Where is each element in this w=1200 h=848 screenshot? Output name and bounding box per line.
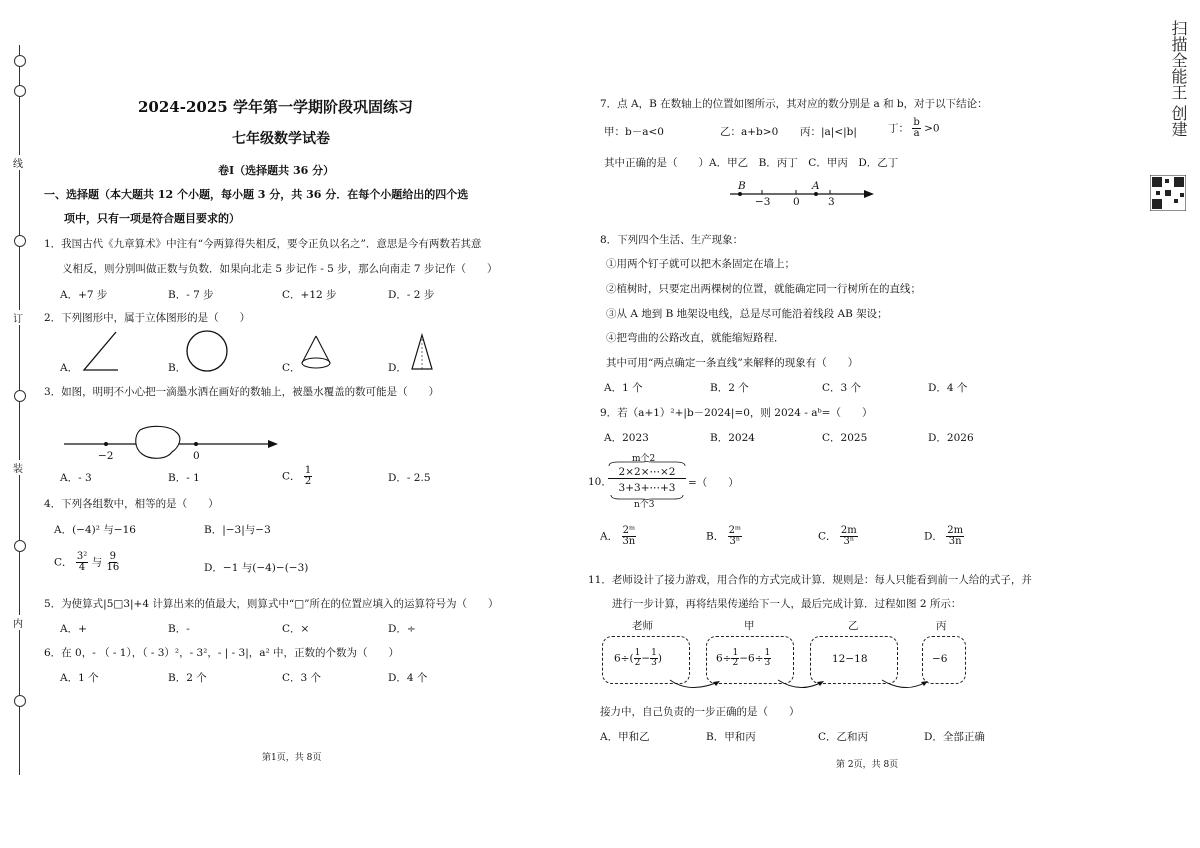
question-5: 5．为使算式|5□3|+4 计算出来的值最大，则算式中“□”所在的位置应填入的运算符号为（ ） bbox=[44, 598, 499, 610]
q6-option-a[interactable]: A．1 个 bbox=[60, 672, 99, 684]
relay-expression-jia bbox=[716, 649, 771, 668]
question-8: 8．下列四个生活、生产现象： bbox=[600, 234, 744, 246]
question-10-number: 10． bbox=[588, 476, 612, 488]
part-instructions: 一、选择题（本大题共 12 个小题，每小题 3 分，共 36 分．在每个小题给出的四个选 bbox=[44, 188, 469, 201]
right-page bbox=[588, 0, 1160, 848]
numerator: 2m bbox=[840, 525, 857, 536]
q8-item: ④把弯曲的公路改直，就能缩短路程． bbox=[606, 332, 785, 344]
q10-bottom-brace-label: n个3 bbox=[634, 500, 655, 510]
point-b-label: B bbox=[738, 180, 746, 192]
q4-option-b[interactable]: B．|−3|与−3 bbox=[204, 524, 271, 536]
fraction bbox=[105, 552, 120, 573]
q2-option-d[interactable]: D． bbox=[388, 362, 407, 374]
q10-numerator: 2×2×⋯×2 bbox=[608, 466, 686, 479]
exam-title: 2024-2025 学年第一学期阶段巩固练习 bbox=[138, 98, 413, 116]
question-11-cont: 进行一步计算，再将结果传递给下一人，最后完成计算．过程如图 2 所示： bbox=[612, 598, 962, 610]
q9-option-b[interactable]: B．2024 bbox=[710, 432, 755, 444]
denominator: 3n bbox=[622, 536, 636, 547]
q3-option-a[interactable]: A．- 3 bbox=[60, 472, 92, 484]
tick-label: 3 bbox=[828, 196, 835, 208]
option-label: D． bbox=[924, 530, 943, 543]
expr-part: ) bbox=[657, 652, 662, 665]
q1-option-d[interactable]: D．- 2 步 bbox=[388, 289, 435, 301]
numerator: 2ᵐ bbox=[728, 525, 742, 536]
q6-option-d[interactable]: D．4 个 bbox=[388, 672, 428, 684]
fraction-third: $\frac{1}{3}$ bbox=[651, 648, 657, 668]
q1-option-a[interactable]: A．+7 步 bbox=[60, 289, 108, 301]
exam-subtitle: 七年级数学试卷 bbox=[232, 131, 330, 147]
q2-option-a[interactable]: A． bbox=[60, 362, 79, 374]
scanner-watermark: 扫描全能王 创建 bbox=[1169, 20, 1188, 138]
q10-equals: =（ ） bbox=[688, 477, 739, 489]
angle-figure-icon bbox=[80, 330, 120, 374]
relay-name-teacher: 老师 bbox=[632, 620, 653, 632]
q6-option-c[interactable]: C．3 个 bbox=[282, 672, 322, 684]
option-label: B． bbox=[706, 530, 725, 543]
fraction-half: $\frac{1}{2}$ bbox=[732, 648, 739, 668]
option-label: C． bbox=[818, 530, 837, 543]
q4-option-c-label: C． bbox=[54, 556, 73, 569]
question-2: 2．下列图形中，属于立体图形的是（ ） bbox=[44, 312, 251, 324]
q10-top-brace-label: m个2 bbox=[632, 454, 656, 464]
q8-ask: 其中可用“两点确定一条直线”来解释的现象有（ ） bbox=[606, 357, 859, 369]
q8-option-d[interactable]: D．4 个 bbox=[928, 382, 968, 394]
expr-part: −6÷ bbox=[739, 652, 764, 665]
q6-option-b[interactable]: B．2 个 bbox=[168, 672, 207, 684]
q3-tick-label: −2 bbox=[98, 450, 114, 462]
denominator: 3ⁿ bbox=[843, 536, 855, 547]
q9-option-a[interactable]: A．2023 bbox=[604, 432, 649, 444]
q7-statement-4-label: 丁： bbox=[888, 122, 909, 135]
fraction bbox=[304, 466, 312, 487]
q2-option-c[interactable]: C． bbox=[282, 362, 301, 374]
q8-item: ①用两个钉子就可以把木条固定在墙上； bbox=[606, 258, 795, 270]
denominator: 3n bbox=[948, 536, 962, 547]
gutter-char: 线 bbox=[13, 155, 23, 170]
fraction bbox=[728, 526, 743, 547]
q11-option-a[interactable]: A．甲和乙 bbox=[600, 731, 650, 743]
q7-statement-4-tail: >0 bbox=[924, 122, 940, 135]
question-7: 7．点 A，B 在数轴上的位置如图所示，其对应的数分别是 a 和 b，对于以下结论： bbox=[600, 98, 988, 110]
q3-option-b[interactable]: B．- 1 bbox=[168, 472, 200, 484]
numerator: 1 bbox=[304, 465, 312, 476]
q3-number-line bbox=[62, 420, 284, 464]
denominator: 4 bbox=[78, 562, 86, 573]
fraction bbox=[840, 526, 858, 547]
numerator: 2m bbox=[947, 525, 964, 536]
denominator: 2 bbox=[304, 476, 312, 487]
q7-ask[interactable]: 其中正确的是（ ）A．甲乙 B．丙丁 C．甲丙 D．乙丁 bbox=[604, 157, 899, 169]
q8-option-c[interactable]: C．3 个 bbox=[822, 382, 862, 394]
q5-option-d[interactable]: D．÷ bbox=[388, 623, 416, 635]
q11-option-b[interactable]: B．甲和丙 bbox=[706, 731, 756, 743]
part-instructions-2: 项中，只有一项是符合题目要求的） bbox=[64, 212, 240, 225]
fraction bbox=[621, 526, 636, 547]
expr-part: 6÷( bbox=[614, 652, 634, 665]
fraction bbox=[946, 526, 964, 547]
relay-expression-yi: 12−18 bbox=[832, 653, 868, 665]
q10-option-a[interactable] bbox=[600, 526, 636, 547]
fraction bbox=[76, 552, 88, 573]
q3-option-d[interactable]: D．- 2.5 bbox=[388, 472, 431, 484]
q10-option-c[interactable] bbox=[818, 526, 858, 547]
triangle-figure-icon bbox=[408, 333, 436, 373]
relay-name-jia: 甲 bbox=[744, 620, 755, 632]
q8-option-b[interactable]: B．2 个 bbox=[710, 382, 749, 394]
q5-option-b[interactable]: B．- bbox=[168, 623, 190, 635]
denominator: 16 bbox=[106, 562, 120, 573]
q5-option-a[interactable]: A．+ bbox=[60, 623, 87, 635]
circle-figure-icon bbox=[184, 328, 230, 374]
denominator: 3ⁿ bbox=[729, 536, 741, 547]
q11-ask: 接力中，自己负责的一步正确的是（ ） bbox=[600, 706, 800, 718]
relay-expression-bing: −6 bbox=[932, 653, 948, 665]
numerator: 2ᵐ bbox=[622, 525, 636, 536]
q10-option-b[interactable] bbox=[706, 526, 742, 547]
q1-option-b[interactable]: B．- 7 步 bbox=[168, 289, 214, 301]
numerator: b bbox=[913, 117, 920, 128]
numerator: 3² bbox=[76, 551, 88, 562]
page-footer: 第 2页，共 8页 bbox=[836, 760, 899, 770]
q4-option-a[interactable]: A．(−4)² 与−16 bbox=[54, 524, 136, 536]
page-footer: 第1页，共 8页 bbox=[262, 753, 322, 763]
q3-option-c[interactable] bbox=[282, 466, 312, 487]
question-1-cont: 义相反，则分别叫做正数与负数．如果向北走 5 步记作 - 5 步，那么向南走 7 步记作（ ） bbox=[62, 263, 498, 275]
q2-option-b[interactable]: B． bbox=[168, 362, 187, 374]
q3-option-c-label: C． bbox=[282, 470, 301, 483]
q11-option-d[interactable]: D．全部正确 bbox=[924, 731, 985, 743]
relay-name-bing: 丙 bbox=[936, 620, 947, 632]
expr-part: 6÷ bbox=[716, 652, 732, 665]
q7-statement-4 bbox=[888, 118, 940, 139]
gutter-char: 订 bbox=[13, 310, 23, 325]
fraction bbox=[912, 118, 920, 139]
question-3: 3．如图，明明不小心把一滴墨水洒在画好的数轴上，被墨水覆盖的数可能是（ ） bbox=[44, 386, 440, 398]
option-label: A． bbox=[600, 530, 619, 543]
question-1: 1．我国古代《九章算术》中注有“今两算得失相反，要令正负以名之”．意思是今有两数若其意 bbox=[44, 238, 482, 250]
relay-arrows bbox=[660, 676, 960, 696]
gutter-char: 内 bbox=[13, 615, 23, 630]
q7-statement-1: 甲：b－a<0 bbox=[604, 126, 664, 138]
q8-option-a[interactable]: A．1 个 bbox=[604, 382, 643, 394]
question-11: 11．老师设计了接力游戏，用合作的方式完成计算．规则是：每人只能看到前一人给的式子，并 bbox=[588, 574, 1032, 586]
numerator: 9 bbox=[109, 551, 116, 562]
q7-statement-3: 丙：|a|<|b| bbox=[800, 126, 857, 138]
gutter-char: 装 bbox=[13, 460, 23, 475]
q1-option-c[interactable]: C．+12 步 bbox=[282, 289, 337, 301]
q9-option-c[interactable]: C．2025 bbox=[822, 432, 868, 444]
q10-option-d[interactable] bbox=[924, 526, 964, 547]
question-4: 4．下列各组数中，相等的是（ ） bbox=[44, 498, 219, 510]
cone-figure-icon bbox=[298, 333, 334, 373]
q4-option-d[interactable]: D．−1 与(−4)−(−3) bbox=[204, 562, 309, 574]
q8-item: ②植树时，只要定出两棵树的位置，就能确定同一行树所在的直线； bbox=[606, 283, 921, 295]
question-9: 9．若（a+1）²+|b－2024|=0，则 2024 - aᵇ=（ ） bbox=[600, 407, 873, 419]
denominator: a bbox=[913, 128, 920, 139]
q3-tick-label: 0 bbox=[193, 450, 200, 462]
q10-denominator: 3+3+⋯+3 bbox=[618, 482, 676, 494]
q7-statement-2: 乙：a+b>0 bbox=[720, 126, 779, 138]
q5-option-c[interactable]: C．× bbox=[282, 623, 310, 635]
conjunction: 与 bbox=[91, 556, 103, 569]
fraction-half: $\frac{1}{2}$ bbox=[634, 648, 641, 668]
q4-option-c[interactable] bbox=[54, 552, 120, 573]
section-heading: 卷Ⅰ（选择题共 36 分） bbox=[218, 164, 335, 177]
relay-name-yi: 乙 bbox=[848, 620, 859, 632]
point-a-label: A bbox=[812, 180, 820, 192]
fraction-third: $\frac{1}{3}$ bbox=[764, 648, 771, 668]
question-6: 6．在 0，- （ - 1），（ - 3）²，- 3²，- | - 3|，a² 中，正数的个数为（ ） bbox=[44, 647, 400, 659]
q9-option-d[interactable]: D．2026 bbox=[928, 432, 974, 444]
tick-label: 0 bbox=[793, 196, 800, 208]
q8-item: ③从 A 地到 B 地架设电线，总是尽可能沿着线段 AB 架设； bbox=[606, 308, 888, 320]
tick-label: −3 bbox=[755, 196, 771, 208]
q7-number-line bbox=[728, 180, 878, 214]
q11-option-c[interactable]: C．乙和丙 bbox=[818, 731, 869, 743]
relay-expression-teacher: 6÷( $\frac{1}{2}$ − $\frac{1}{3}$ ) bbox=[614, 648, 662, 668]
